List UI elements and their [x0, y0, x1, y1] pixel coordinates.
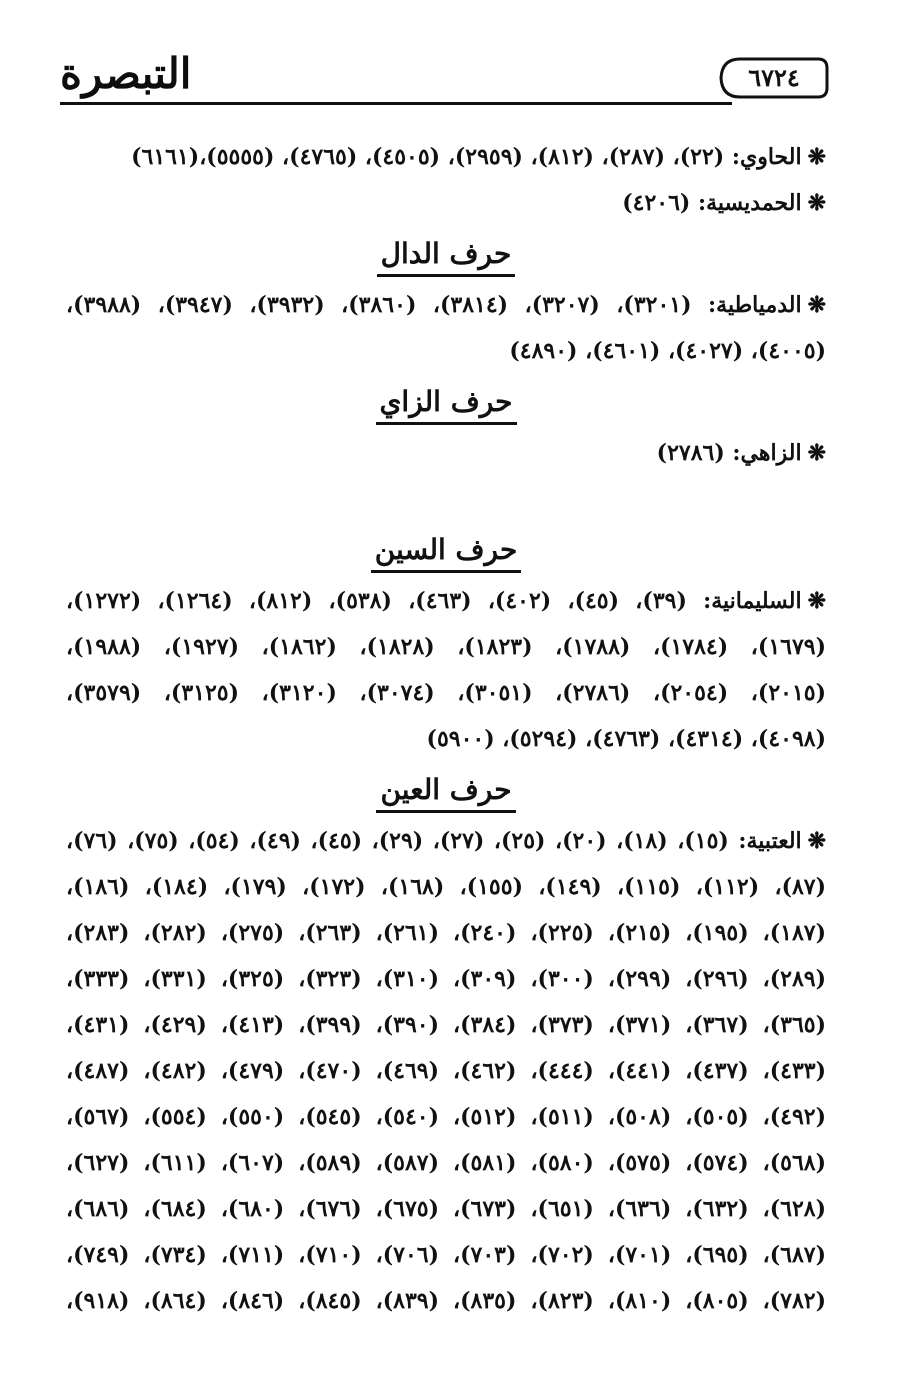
entry-text: (٢٠١٥)، (٢٠٥٤)، (٢٧٨٦)، (٣٠٥١)، (٣٠٧٤)، (٣١٢٠)، (٣١٢٥)، (٣٥٧٩)،: [66, 680, 826, 706]
bullet-star-icon: ❋: [807, 144, 826, 170]
entry-text: (٢٨٩)، (٢٩٦)، (٢٩٩)، (٣٠٠)، (٣٠٩)، (٣١٠)، (٣٢٣)، (٣٢٥)، (٣٣١)، (٣٣٣)،: [66, 966, 827, 992]
entry-text: (٦٢٨)، (٦٣٢)، (٦٣٦)، (٦٥١)، (٦٧٣)، (٦٧٥)، (٦٧٦)، (٦٨٠)، (٦٨٤)، (٦٨٦)،: [66, 1196, 827, 1222]
section-heading-sin: [66, 522, 826, 578]
entry-text: (٥٦٨)، (٥٧٤)، (٥٧٥)، (٥٨٠)، (٥٨١)، (٥٨٧)، (٥٨٩)، (٦٠٧)، (٦١١)، (٦٢٧)،: [66, 1150, 827, 1176]
entry-text: الدمياطية: (٣٢٠١)، (٣٢٠٧)، (٣٨١٤)، (٣٨٦٠)، (٣٩٣٢)، (٣٩٤٧)، (٣٩٨٨)،: [66, 292, 802, 318]
entry-hamdisiya: [66, 180, 826, 226]
entry-continuation: [66, 328, 826, 374]
entry-text: (٤٠٩٨)، (٤٣١٤)، (٤٧٦٣)، (٥٢٩٤)، (٥٩٠٠): [426, 726, 826, 752]
entry-continuation: [66, 1232, 826, 1278]
entry-continuation: [66, 670, 826, 716]
bullet-star-icon: ❋: [807, 588, 827, 614]
entry-continuation: [66, 624, 826, 670]
entry-text: السليمانية: (٣٩)، (٤٥)، (٤٠٢)، (٤٦٣)، (٥٣٨)، (٨١٢)، (١٢٦٤)، (١٢٧٢)،: [66, 588, 802, 614]
entry-utbiya: [66, 818, 826, 864]
entry-continuation: [66, 1140, 826, 1186]
entry-zahi: [66, 430, 826, 476]
book-title: التبصرة: [60, 49, 192, 98]
entry-continuation: [66, 1186, 826, 1232]
page-number: ٦٧٢٤: [748, 63, 800, 92]
heading-text: حرف الدال: [377, 234, 516, 277]
entry-text: (١٦٧٩)، (١٧٨٤)، (١٧٨٨)، (١٨٢٣)، (١٨٢٨)، (١٨٦٢)، (١٩٢٧)، (١٩٨٨)،: [66, 634, 826, 660]
entry-continuation: [66, 1048, 826, 1094]
page-header: [60, 44, 830, 114]
bullet-star-icon: ❋: [807, 828, 827, 854]
entry-text: (٦٨٧)، (٦٩٥)، (٧٠١)، (٧٠٢)، (٧٠٣)، (٧٠٦)، (٧١٠)، (٧١١)، (٧٣٤)، (٧٤٩)،: [66, 1242, 827, 1268]
entry-continuation: [66, 1094, 826, 1140]
entry-text: الحمديسية: (٤٢٠٦): [622, 190, 802, 216]
heading-text: حرف الزاي: [376, 382, 517, 425]
entry-continuation: [66, 1002, 826, 1048]
entry-continuation: [66, 1278, 826, 1324]
entry-text: (١٨٧)، (١٩٥)، (٢١٥)، (٢٢٥)، (٢٤٠)، (٢٦١)، (٢٦٣)، (٢٧٥)، (٢٨٢)، (٢٨٣)،: [66, 920, 827, 946]
entry-continuation: [66, 910, 826, 956]
bullet-star-icon: ❋: [807, 440, 826, 466]
entry-continuation: [66, 716, 826, 762]
entry-text: (٨٧)، (١١٢)، (١١٥)، (١٤٩)، (١٥٥)، (١٦٨)، (١٧٢)، (١٧٩)، (١٨٤)، (١٨٦)،: [66, 874, 827, 900]
bullet-star-icon: ❋: [807, 292, 827, 318]
page-number-badge: [718, 56, 830, 100]
entry-text: (٤٩٢)، (٥٠٥)، (٥٠٨)، (٥١١)، (٥١٢)، (٥٤٠)، (٥٤٥)، (٥٥٠)، (٥٥٤)، (٥٦٧)،: [66, 1104, 827, 1130]
section-heading-zay: [66, 374, 826, 430]
index-content: [66, 134, 826, 1324]
heading-text: حرف السين: [371, 530, 522, 573]
entry-text: (٤٠٠٥)، (٤٠٢٧)، (٤٦٠١)، (٤٨٩٠): [509, 338, 826, 364]
bullet-star-icon: ❋: [807, 190, 826, 216]
entry-text: العتبية: (١٥)، (١٨)، (٢٠)، (٢٥)، (٢٧)، (٢٩)، (٤٥)، (٤٩)، (٥٤)، (٧٥)، (٧٦)،: [66, 828, 802, 854]
spacer: [66, 476, 826, 522]
entry-sulaymaniya: [66, 578, 826, 624]
entry-hawi: [66, 134, 826, 180]
section-heading-ayn: [66, 762, 826, 818]
entry-continuation: [66, 956, 826, 1002]
section-heading-dal: [66, 226, 826, 282]
entry-text: الحاوي: (٢٢)، (٢٨٧)، (٨١٢)، (٢٩٥٩)، (٤٥٠٥)، (٤٧٦٥)، (٥٥٥٥)،(٦١٦١): [131, 144, 802, 170]
entry-text: (٣٦٥)، (٣٦٧)، (٣٧١)، (٣٧٣)، (٣٨٤)، (٣٩٠)، (٣٩٩)، (٤١٣)، (٤٢٩)، (٤٣١)،: [66, 1012, 827, 1038]
entry-text: (٤٣٣)، (٤٣٧)، (٤٤١)، (٤٤٤)، (٤٦٢)، (٤٦٩)، (٤٧٠)، (٤٧٩)، (٤٨٢)، (٤٨٧)،: [66, 1058, 827, 1084]
entry-text: الزاهي: (٢٧٨٦): [656, 440, 802, 466]
entry-dimyatiya: [66, 282, 826, 328]
heading-text: حرف العين: [376, 770, 515, 813]
entry-text: (٧٨٢)، (٨٠٥)، (٨١٠)، (٨٢٣)، (٨٣٥)، (٨٣٩)، (٨٤٥)، (٨٤٦)، (٨٦٤)، (٩١٨)،: [66, 1288, 827, 1314]
entry-continuation: [66, 864, 826, 910]
header-rule: [60, 102, 732, 105]
